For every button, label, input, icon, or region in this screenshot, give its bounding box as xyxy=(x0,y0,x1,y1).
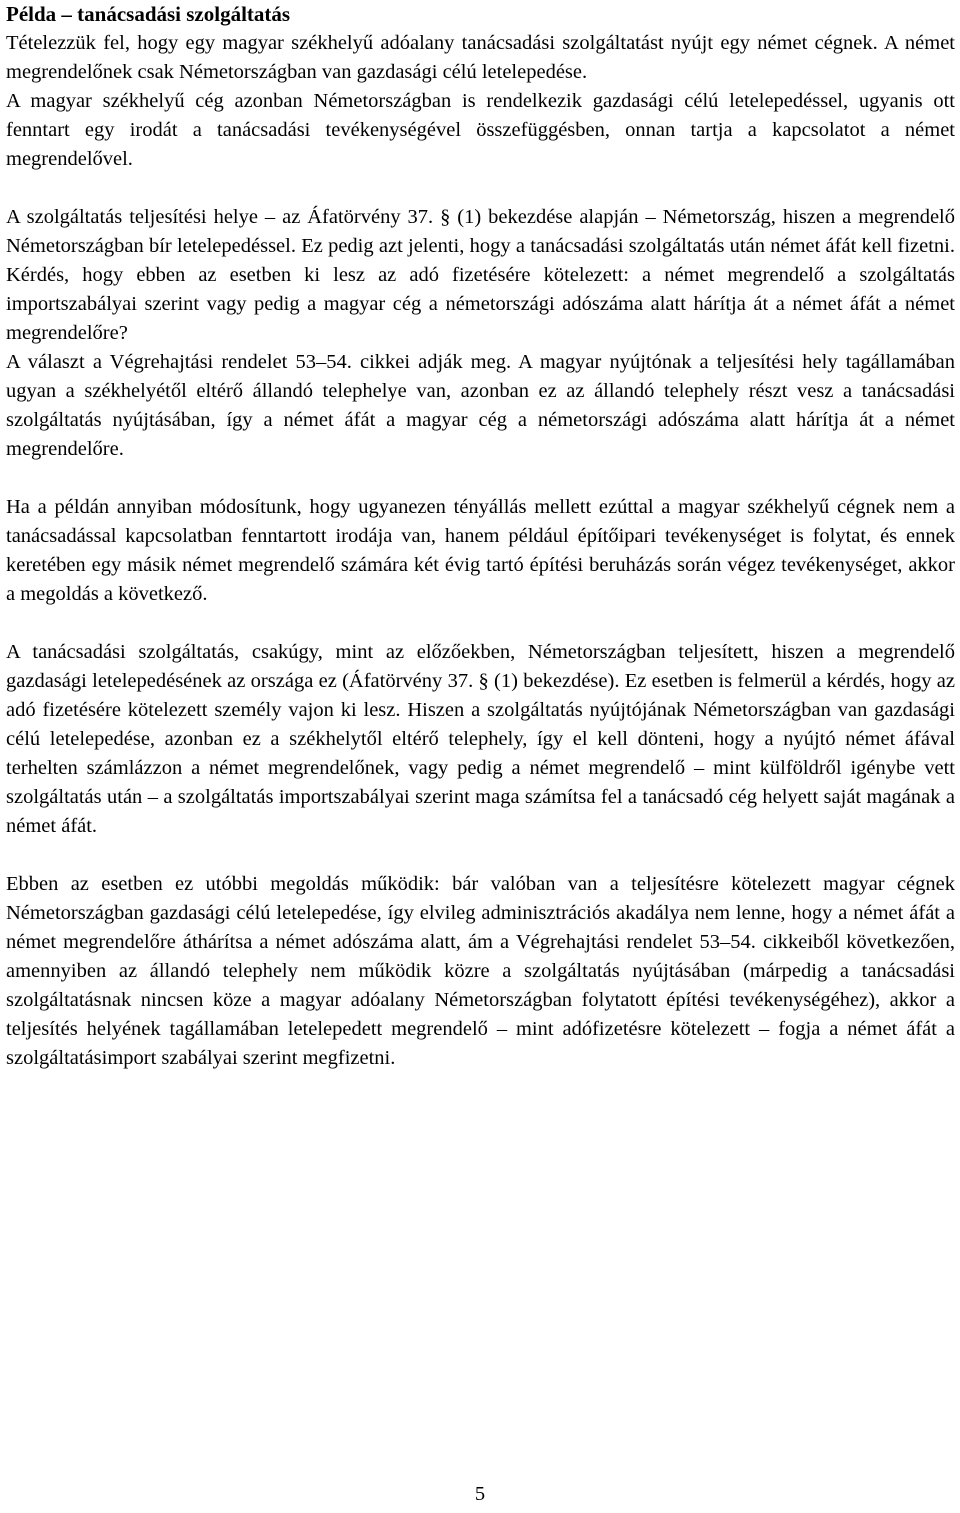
paragraph-gap xyxy=(6,841,955,870)
page-number: 5 xyxy=(474,1483,486,1505)
section-title: Példa – tanácsadási szolgáltatás xyxy=(6,2,291,26)
paragraph-conclusion: Ebben az esetben ez utóbbi megoldás működik: bár valóban van a teljesítésre kötelezett magyar cégnek Németországban gazdasági célú letelepedése, így elvileg adminisztrációs akadálya nem lenne, hogy a német áfát a német megrendelőre áthárítsa a német adószáma alatt, ám a Végrehajtási rendelet 53–54. cikkeiből következően, amennyiben az állandó telephely nem működik közre a szolgáltatás nyújtásában (márpedig a tanácsadási szolgáltatásnak nincsen köze a magyar adóalany Németországban folytatott építési tevékenységéhez), akkor a teljesítés helyének tagállamában letelepedett megrendelő – mint adófizetésre kötelezett – fogja a német áfát a szolgáltatásimport szabályai szerint megfizetni. xyxy=(6,873,955,1069)
paragraph-establishment: A magyar székhelyű cég azonban Németországban is rendelkezik gazdasági célú letelepedéssel, ugyanis ott fenntart egy irodát a tanácsadási tevékenységével összefüggésben, onnan tartja a kapcsolatot a német megrendelővel. xyxy=(6,90,955,170)
paragraph-modified-example: Ha a példán annyiban módosítunk, hogy ugyanezen tényállás mellett ezúttal a magyar székhelyű cégnek nem a tanácsadással kapcsolatban fenntartott irodája van, hanem például építőipari tevékenységet is folytat, és ennek keretében egy másik német megrendelő számára két évig tartó építési beruházás során végez tevékenységet, akkor a megoldás a következő. xyxy=(6,496,955,605)
paragraph-consulting-service: A tanácsadási szolgáltatás, csakúgy, mint az előzőekben, Németországban teljesített, hiszen a megrendelő gazdasági letelepedésének az országa ez (Áfatörvény 37. § (1) bekezdése). Ez esetben is felmerül a kérdés, hogy az adó fizetésére kötelezett személy vajon ki lesz. Hiszen a szolgáltatás nyújtójának Németországban van gazdasági célú letelepedése, azonban ez a székhelytől eltérő telephely, így el kell dönteni, hogy a nyújtó német áfával terhelten számlázzon a német megrendelőnek, vagy pedig a német megrendelő – mint külföldről igénybe vett szolgáltatás után – a szolgáltatás importszabályai szerint maga számítsa fel a tanácsadó cég helyett saját magának a német áfát. xyxy=(6,641,955,837)
paragraph-place-of-supply: A szolgáltatás teljesítési helye – az Áfatörvény 37. § (1) bekezdése alapján – Németország, hiszen a megrendelő Németországban bír letelepedéssel. Ez pedig azt jelenti, hogy a tanácsadási szolgáltatás után német áfát kell fizetni. Kérdés, hogy ebben az esetben ki lesz az adó fizetésére kötelezett: a német megrendelő a szolgáltatás importszabályai szerint vagy pedig a magyar cég a németországi adószáma alatt hárítja át a német áfát a német megrendelőre? xyxy=(6,206,955,344)
paragraph-gap xyxy=(6,464,955,493)
paragraph-answer: A választ a Végrehajtási rendelet 53–54. cikkei adják meg. A magyar nyújtónak a teljesítési hely tagállamában ugyan a székhelyétől eltérő állandó telephelye van, azonban ez az állandó telephely részt vesz a tanácsadási szolgáltatás nyújtásában, így a német áfát a magyar cég a németországi adószáma alatt hárítja át a német megrendelőre. xyxy=(6,351,955,460)
document-page xyxy=(6,0,955,1073)
paragraph-gap xyxy=(6,174,955,203)
paragraph-intro: Tételezzük fel, hogy egy magyar székhelyű adóalany tanácsadási szolgáltatást nyújt egy német cégnek. A német megrendelőnek csak Németországban van gazdasági célú letelepedése. xyxy=(6,32,955,83)
paragraph-gap xyxy=(6,609,955,638)
